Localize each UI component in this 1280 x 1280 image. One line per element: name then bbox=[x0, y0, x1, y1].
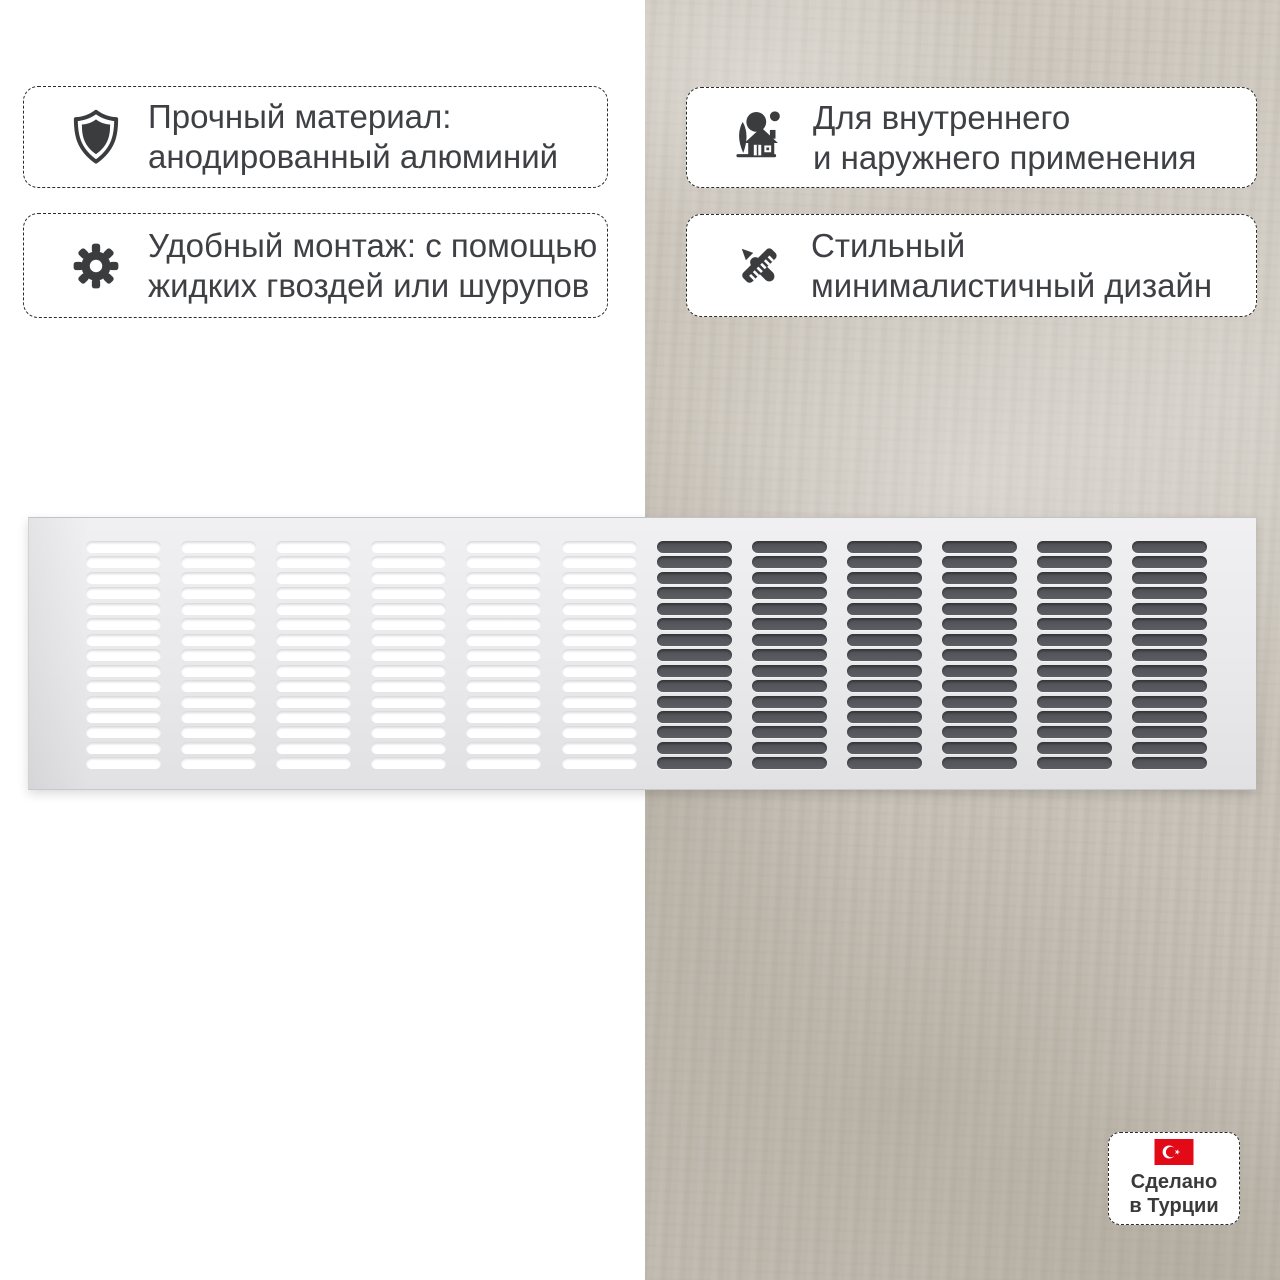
grille-slot bbox=[562, 726, 637, 738]
made-in-line: в Турции bbox=[1129, 1195, 1219, 1217]
grille-slot bbox=[371, 742, 446, 754]
made-in-turkey-badge bbox=[1108, 1132, 1240, 1225]
feature-text bbox=[813, 98, 1196, 178]
grille-slot bbox=[562, 541, 637, 553]
grille-slot bbox=[942, 603, 1017, 615]
grille-slot bbox=[752, 757, 827, 769]
feature-box-stylish-design bbox=[686, 214, 1257, 317]
grille-slot bbox=[1037, 541, 1112, 553]
grille-slot bbox=[657, 680, 732, 692]
grille-slot bbox=[657, 634, 732, 646]
grille-slot bbox=[1037, 726, 1112, 738]
grille-slot bbox=[1132, 618, 1207, 630]
grille-slot bbox=[847, 541, 922, 553]
grille-slot bbox=[371, 696, 446, 708]
grille-slot bbox=[86, 634, 161, 646]
grille-slot bbox=[466, 572, 541, 584]
grille-slot bbox=[466, 726, 541, 738]
grille-slot bbox=[752, 680, 827, 692]
grille-slot bbox=[181, 757, 256, 769]
made-in-line: Сделано bbox=[1130, 1171, 1218, 1193]
grille-slot bbox=[657, 742, 732, 754]
grille-slot bbox=[562, 757, 637, 769]
grille-slot bbox=[181, 634, 256, 646]
grille-slot bbox=[181, 649, 256, 661]
grille-slot bbox=[466, 757, 541, 769]
feature-line: Стильный bbox=[811, 226, 966, 264]
made-in-text bbox=[1129, 1170, 1218, 1218]
grille-slot bbox=[562, 742, 637, 754]
grille-slot bbox=[1132, 726, 1207, 738]
grille-slot bbox=[1132, 711, 1207, 723]
grille-slot bbox=[847, 634, 922, 646]
feature-line: жидких гвоздей или шурупов bbox=[148, 266, 590, 304]
grille-slot bbox=[276, 649, 351, 661]
grille-slot bbox=[1132, 742, 1207, 754]
grille-slot bbox=[847, 726, 922, 738]
grille-slot bbox=[371, 587, 446, 599]
feature-line: Для внутреннего bbox=[813, 98, 1071, 136]
feature-text bbox=[148, 226, 597, 306]
grille-slot bbox=[942, 649, 1017, 661]
grille-slot bbox=[847, 603, 922, 615]
grille-slot bbox=[657, 649, 732, 661]
grille-slot bbox=[466, 556, 541, 568]
grille-slot bbox=[1132, 634, 1207, 646]
grille-slot bbox=[1037, 634, 1112, 646]
grille-slot bbox=[276, 726, 351, 738]
grille-slot bbox=[181, 680, 256, 692]
grille-slot bbox=[1132, 541, 1207, 553]
grille-slot bbox=[276, 680, 351, 692]
grille-slot bbox=[1037, 757, 1112, 769]
grille-slot bbox=[276, 603, 351, 615]
grille-slot bbox=[847, 665, 922, 677]
grille-slot bbox=[181, 726, 256, 738]
grille-slot bbox=[276, 556, 351, 568]
grille-slot bbox=[466, 603, 541, 615]
grille-slot bbox=[752, 587, 827, 599]
grille-slot bbox=[942, 618, 1017, 630]
grille-slot bbox=[562, 711, 637, 723]
grille-slot bbox=[276, 634, 351, 646]
grille-slot bbox=[371, 541, 446, 553]
grille-slot bbox=[562, 572, 637, 584]
grille-slot bbox=[942, 572, 1017, 584]
grille-slot bbox=[86, 649, 161, 661]
grille-slot bbox=[752, 603, 827, 615]
grille-slot bbox=[942, 696, 1017, 708]
grille-slot bbox=[562, 587, 637, 599]
grille-slot bbox=[1132, 556, 1207, 568]
pencil-ruler-icon bbox=[729, 235, 789, 297]
grille-slot bbox=[752, 572, 827, 584]
grille-slot bbox=[1037, 556, 1112, 568]
grille-slot bbox=[86, 757, 161, 769]
grille-slot bbox=[752, 711, 827, 723]
grille-slot bbox=[942, 665, 1017, 677]
feature-text bbox=[811, 226, 1212, 306]
grille-slot bbox=[86, 603, 161, 615]
grille-slot bbox=[1037, 711, 1112, 723]
grille-slot bbox=[752, 649, 827, 661]
grille-slot bbox=[371, 634, 446, 646]
grille-slot bbox=[276, 742, 351, 754]
grille-slot bbox=[1132, 665, 1207, 677]
grille-slot bbox=[466, 665, 541, 677]
grille-slot bbox=[466, 742, 541, 754]
grille-slot bbox=[86, 696, 161, 708]
grille-slot bbox=[847, 742, 922, 754]
grille-slot bbox=[1132, 680, 1207, 692]
grille-slot bbox=[371, 726, 446, 738]
grille-slot bbox=[276, 618, 351, 630]
grille-slot bbox=[276, 541, 351, 553]
grille-slot bbox=[562, 618, 637, 630]
grille-slot bbox=[1037, 587, 1112, 599]
grille-slot bbox=[942, 634, 1017, 646]
grille-slot bbox=[371, 556, 446, 568]
grille-slot bbox=[86, 618, 161, 630]
feature-text bbox=[148, 97, 558, 177]
grille-slot bbox=[562, 556, 637, 568]
grille-slot bbox=[466, 649, 541, 661]
grille-slot bbox=[86, 556, 161, 568]
grille-slot bbox=[657, 757, 732, 769]
grille-slot bbox=[1037, 603, 1112, 615]
grille-slot bbox=[276, 711, 351, 723]
grille-slot bbox=[86, 587, 161, 599]
feature-box-durable-material bbox=[23, 86, 608, 188]
grille-slot bbox=[847, 757, 922, 769]
grille-slot bbox=[1037, 696, 1112, 708]
grille-slot bbox=[1132, 572, 1207, 584]
grille-slot bbox=[181, 603, 256, 615]
grille-slot bbox=[181, 711, 256, 723]
gear-icon bbox=[66, 235, 126, 297]
grille-slot bbox=[562, 680, 637, 692]
grille-slot bbox=[942, 742, 1017, 754]
grille-slot bbox=[181, 618, 256, 630]
grille-slot bbox=[657, 618, 732, 630]
grille-slot bbox=[847, 680, 922, 692]
turkey-flag-icon bbox=[1154, 1139, 1194, 1165]
grille-slot bbox=[1037, 742, 1112, 754]
grille-slot bbox=[942, 587, 1017, 599]
grille-slot bbox=[466, 696, 541, 708]
grille-slot bbox=[1037, 665, 1112, 677]
grille-slot bbox=[657, 696, 732, 708]
grille-slot bbox=[276, 696, 351, 708]
grille-slot bbox=[752, 665, 827, 677]
grille-slot bbox=[1037, 680, 1112, 692]
grille-slot bbox=[276, 757, 351, 769]
grille-slot bbox=[657, 587, 732, 599]
grille-slot bbox=[371, 618, 446, 630]
grille-slot bbox=[181, 541, 256, 553]
grille-slot bbox=[86, 665, 161, 677]
grille-slot bbox=[752, 541, 827, 553]
feature-line: и наружнего применения bbox=[813, 138, 1197, 176]
grille-slot bbox=[752, 742, 827, 754]
grille-slot bbox=[562, 649, 637, 661]
grille-slot bbox=[466, 680, 541, 692]
grille-slot bbox=[847, 572, 922, 584]
grille-slot bbox=[371, 603, 446, 615]
grille-slot bbox=[86, 742, 161, 754]
grille-slot bbox=[371, 572, 446, 584]
grille-slot bbox=[752, 556, 827, 568]
grille-slot bbox=[466, 618, 541, 630]
grille-slot bbox=[1037, 618, 1112, 630]
grille-slot bbox=[847, 696, 922, 708]
grille-slot bbox=[371, 649, 446, 661]
feature-line: Удобный монтаж: с помощью bbox=[148, 226, 598, 264]
grille-slot bbox=[657, 665, 732, 677]
grille-slot bbox=[86, 572, 161, 584]
grille-slot bbox=[942, 680, 1017, 692]
feature-box-indoor-outdoor bbox=[686, 87, 1257, 188]
grille-slot bbox=[371, 680, 446, 692]
grille-slot bbox=[942, 726, 1017, 738]
grille-slot bbox=[1132, 587, 1207, 599]
grille-slot bbox=[371, 757, 446, 769]
grille-slot bbox=[752, 726, 827, 738]
grille-slot bbox=[371, 711, 446, 723]
ventilation-grille bbox=[28, 517, 1256, 790]
grille-slot bbox=[942, 757, 1017, 769]
grille-slot bbox=[942, 556, 1017, 568]
grille-slot bbox=[1132, 649, 1207, 661]
grille-slot bbox=[1132, 603, 1207, 615]
shield-icon bbox=[66, 106, 126, 168]
grille-slot bbox=[657, 603, 732, 615]
grille-slot bbox=[562, 634, 637, 646]
grille-slot bbox=[181, 587, 256, 599]
grille-slot bbox=[847, 649, 922, 661]
grille-slot bbox=[1132, 757, 1207, 769]
grille-slot bbox=[181, 572, 256, 584]
grille-slot bbox=[466, 634, 541, 646]
grille-slot bbox=[181, 556, 256, 568]
grille-slot bbox=[181, 665, 256, 677]
grille-slot bbox=[562, 603, 637, 615]
feature-line: Прочный материал: bbox=[148, 98, 452, 135]
grille-slot bbox=[276, 572, 351, 584]
grille-slot bbox=[181, 696, 256, 708]
feature-line: минималистичный дизайн bbox=[811, 266, 1213, 304]
grille-slot bbox=[847, 711, 922, 723]
grille-slot bbox=[1132, 696, 1207, 708]
grille-slot bbox=[466, 711, 541, 723]
feature-box-easy-mounting bbox=[23, 213, 608, 318]
grille-slot bbox=[181, 742, 256, 754]
grille-slot bbox=[752, 634, 827, 646]
grille-slot bbox=[657, 572, 732, 584]
grille-slot bbox=[657, 541, 732, 553]
grille-slot bbox=[942, 541, 1017, 553]
feature-line: анодированный алюминий bbox=[148, 138, 559, 175]
grille-slot bbox=[657, 556, 732, 568]
grille-slot bbox=[847, 587, 922, 599]
grille-slot bbox=[1037, 572, 1112, 584]
grille-slot bbox=[86, 541, 161, 553]
house-tree-icon bbox=[729, 107, 791, 169]
grille-slot bbox=[657, 726, 732, 738]
grille-slot bbox=[466, 587, 541, 599]
grille-slot bbox=[847, 618, 922, 630]
grille-slot bbox=[1037, 649, 1112, 661]
grille-slot bbox=[276, 587, 351, 599]
grille-slot bbox=[371, 665, 446, 677]
grille-slot bbox=[562, 665, 637, 677]
grille-slot bbox=[847, 556, 922, 568]
grille-slot bbox=[562, 696, 637, 708]
grille-slot bbox=[466, 541, 541, 553]
grille-slot bbox=[86, 711, 161, 723]
grille-slot bbox=[942, 711, 1017, 723]
grille-slot bbox=[752, 618, 827, 630]
grille-slot bbox=[86, 680, 161, 692]
grille-slot bbox=[752, 696, 827, 708]
grille-slot bbox=[657, 711, 732, 723]
grille-slot bbox=[276, 665, 351, 677]
grille-slot bbox=[86, 726, 161, 738]
